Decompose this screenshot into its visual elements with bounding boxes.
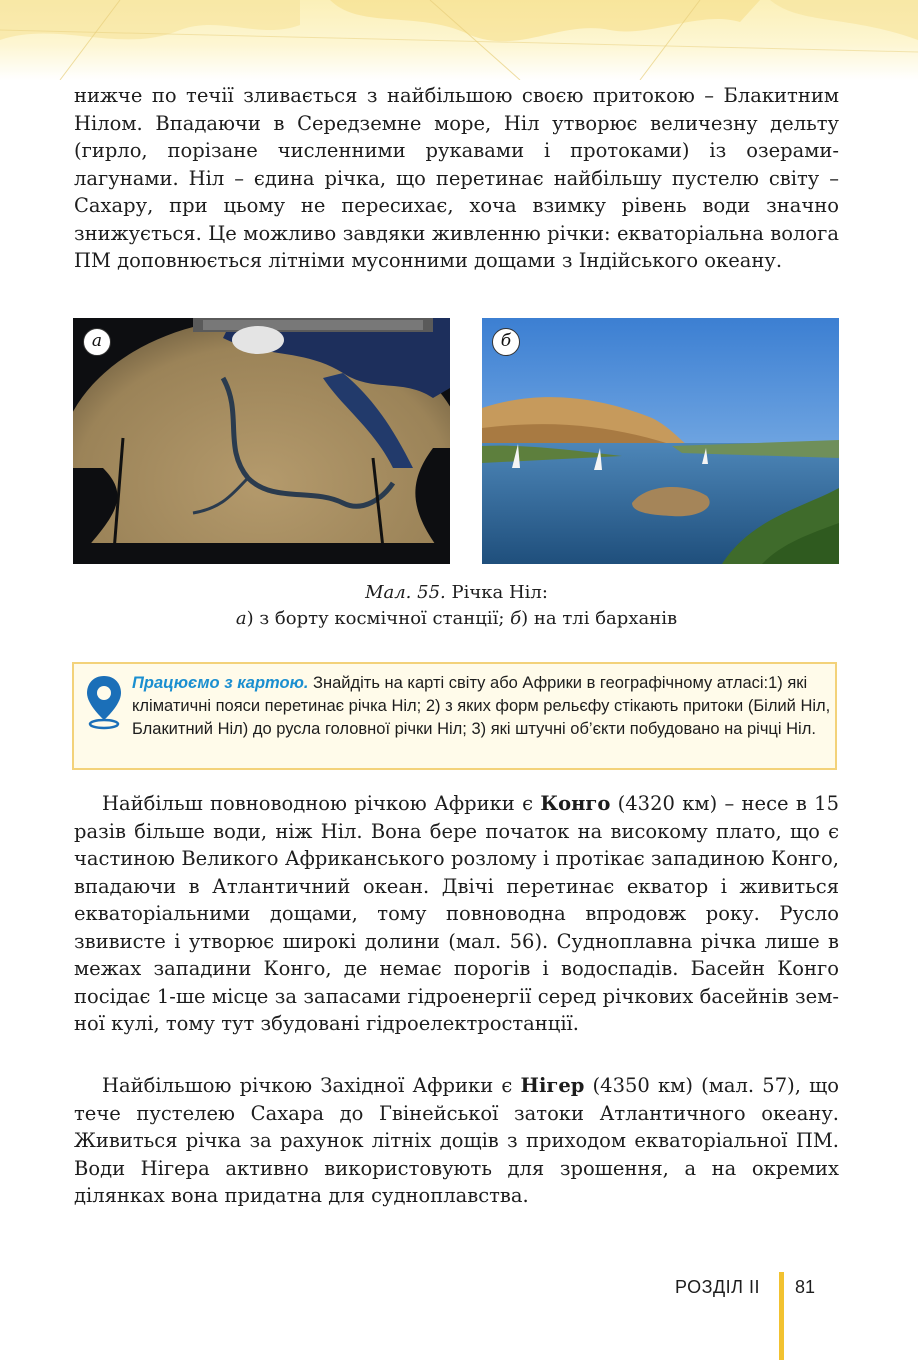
photo-label-a: а: [83, 328, 111, 356]
nile-from-space-photo: [73, 318, 450, 564]
footer-accent-bar: [779, 1272, 784, 1360]
niger-term: Нігер: [520, 1074, 585, 1097]
caption-text-b: ) на тлі барханів: [521, 608, 678, 629]
footer-section-label: РОЗДІЛ ІІ: [675, 1277, 760, 1297]
congo-term: Конго: [540, 792, 611, 815]
niger-text-start: Найбільшою річкою Західної Африки є: [102, 1074, 521, 1097]
caption-text-a: ) з борту космічної станції;: [246, 608, 511, 629]
figure-number: Мал. 55.: [365, 582, 446, 603]
congo-text-rest: (4320 км) – несе в 15 разів більше води, ніж Ніл. Вона бере початок на високому плато, що є частиною Великого Африканського розлому і протікає западиною Конго, впадаючи в Атлантичний океан. Двічі перетинає екватор і живиться екваторіальними дощами, тому повноводна впродовж року. Русло звивисте і утворює широкі долини (мал. 56). Судноплавна річка лише в межах западини Конго, де немає порогів і водоспадів. Басейн Конго посідає 1-ше місце за запасами гідроенергії серед річкових басейнів земної кулі, тому тут збудовані гідроелектростанції.: [74, 792, 839, 1035]
figure-caption-line-2: [74, 606, 839, 632]
river-with-sailboats-image: [482, 318, 839, 564]
nile-river-landscape-photo: [482, 318, 839, 564]
photo-label-b: б: [492, 328, 520, 356]
body-paragraph-niger: [74, 1072, 839, 1210]
map-task-box: [72, 662, 837, 770]
location-pin-icon: [84, 674, 124, 730]
body-paragraph-congo: [74, 790, 839, 1038]
niger-text-rest: (4350 км) (мал. 57), що тече пустелею Сахара до Гвінейської затоки Атлантичного океану. Живиться річка за рахунок літніх дощів з приходом екваторіальної ПМ. Води Нігера активно використовують для зрошення, а на окремих ділянках вона придатна для судноплавства.: [74, 1074, 839, 1207]
figure-caption-line-1: [74, 580, 839, 606]
figure-title: Річка Ніл:: [445, 582, 548, 603]
caption-letter-a: а: [235, 608, 247, 629]
decorative-map-header: [0, 0, 918, 80]
congo-text-start: Найбільш повноводною річкою Африки є: [102, 792, 541, 815]
figure-caption: [74, 580, 839, 632]
map-task-text: [132, 672, 832, 741]
page-number: 81: [795, 1277, 816, 1297]
body-paragraph-nile-end: нижче по течії зливається з найбільшою своєю притокою – Блакитним Нілом. Впадаючи в Середземне море, Ніл утворює величезну дельту (гирло, порізане численними рукавами і протоками) із озерами-лагунами. Ніл – єдина річка, що перетинає найбільшу пустелю світу – Сахару, при цьому не пересихає, хоча взимку рівень води значно знижується. Це можливо завдяки живленню річки: екваторіальна волога ПМ доповнюється літніми мусонними дощами з Індійського океану.: [74, 84, 839, 272]
map-task-title: Працюємо з картою.: [132, 674, 309, 692]
world-map-decoration: [0, 0, 918, 80]
map-task-body: Знайдіть на карті світу або Африки в географічному атласі:1) які кліматичні пояси перетинає річка Ніл; 2) з яких форм рельєфу стікають притоки (Білий Ніл, Блакитний Ніл) до русла головної річки Ніл; 3) які штучні об’єкти побудовано на річці Ніл.: [132, 674, 831, 738]
caption-letter-b: б: [510, 608, 522, 629]
space-station-view-image: [73, 318, 450, 564]
